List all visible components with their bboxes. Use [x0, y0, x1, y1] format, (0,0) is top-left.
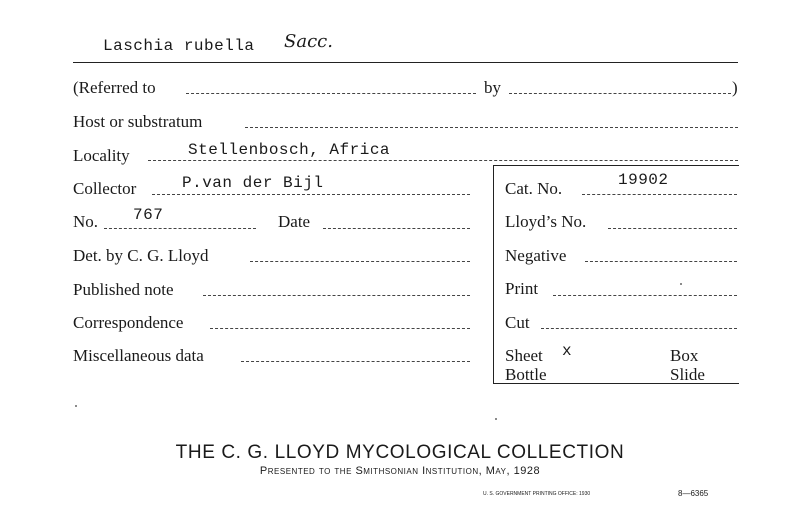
dust-speck — [75, 405, 77, 407]
published-note-line — [203, 295, 470, 296]
host-label: Host or substratum — [73, 112, 203, 131]
collector-line — [152, 194, 470, 195]
referred-to-line — [186, 93, 476, 94]
print-line — [553, 295, 737, 296]
dust-speck — [495, 418, 497, 420]
published-note-label: Published note — [73, 280, 174, 299]
locality-line — [148, 160, 738, 161]
date-line — [323, 228, 470, 229]
lloyds-no-line — [608, 228, 737, 229]
det-by-line — [250, 261, 470, 262]
sheet-label: Sheet — [505, 346, 543, 365]
number-line — [104, 228, 256, 229]
box-label: Box — [670, 346, 699, 365]
collection-subtitle: Presented to the Smithsonian Institution, May, 1928 — [259, 465, 541, 477]
cut-label: Cut — [505, 313, 530, 332]
locality-value: Stellenbosch, Africa — [188, 141, 391, 159]
correspondence-label: Correspondence — [73, 313, 184, 332]
referred-to-label: (Referred to — [73, 78, 156, 97]
slide-label: Slide — [670, 365, 705, 384]
lloyds-no-label: Lloyd’s No. — [505, 212, 587, 231]
cat-no-label: Cat. No. — [505, 179, 563, 198]
specimen-name: Laschia rubella — [103, 37, 255, 55]
collection-title: THE C. G. LLOYD MYCOLOGICAL COLLECTION — [175, 442, 625, 463]
collector-value: P.van der Bijl — [182, 174, 324, 192]
cat-no-value: 19902 — [618, 171, 669, 189]
collector-label: Collector — [73, 179, 137, 198]
bottle-label: Bottle — [505, 365, 547, 384]
printing-office-note: U. S. GOVERNMENT PRINTING OFFICE: 1930 — [483, 491, 591, 497]
miscellaneous-label: Miscellaneous data — [73, 346, 204, 365]
host-line — [245, 127, 738, 128]
negative-label: Negative — [505, 246, 567, 265]
cut-line — [541, 328, 737, 329]
locality-label: Locality — [73, 146, 130, 165]
sheet-mark: x — [562, 342, 573, 360]
number-value: 767 — [133, 206, 164, 224]
specimen-authority-handwritten: Sacc. — [284, 31, 333, 52]
close-paren: ) — [732, 78, 738, 97]
form-number: 8—6365 — [678, 489, 709, 498]
by-label: by — [484, 78, 501, 97]
det-by-label: Det. by C. G. Lloyd — [73, 246, 209, 265]
date-label: Date — [278, 212, 311, 231]
dust-speck — [680, 283, 682, 285]
cat-no-line — [582, 194, 737, 195]
number-label: No. — [73, 212, 99, 231]
by-line — [509, 93, 731, 94]
negative-line — [585, 261, 737, 262]
miscellaneous-line — [241, 361, 470, 362]
correspondence-line — [210, 328, 470, 329]
specimen-name-rule — [73, 62, 738, 63]
print-label: Print — [505, 279, 539, 298]
